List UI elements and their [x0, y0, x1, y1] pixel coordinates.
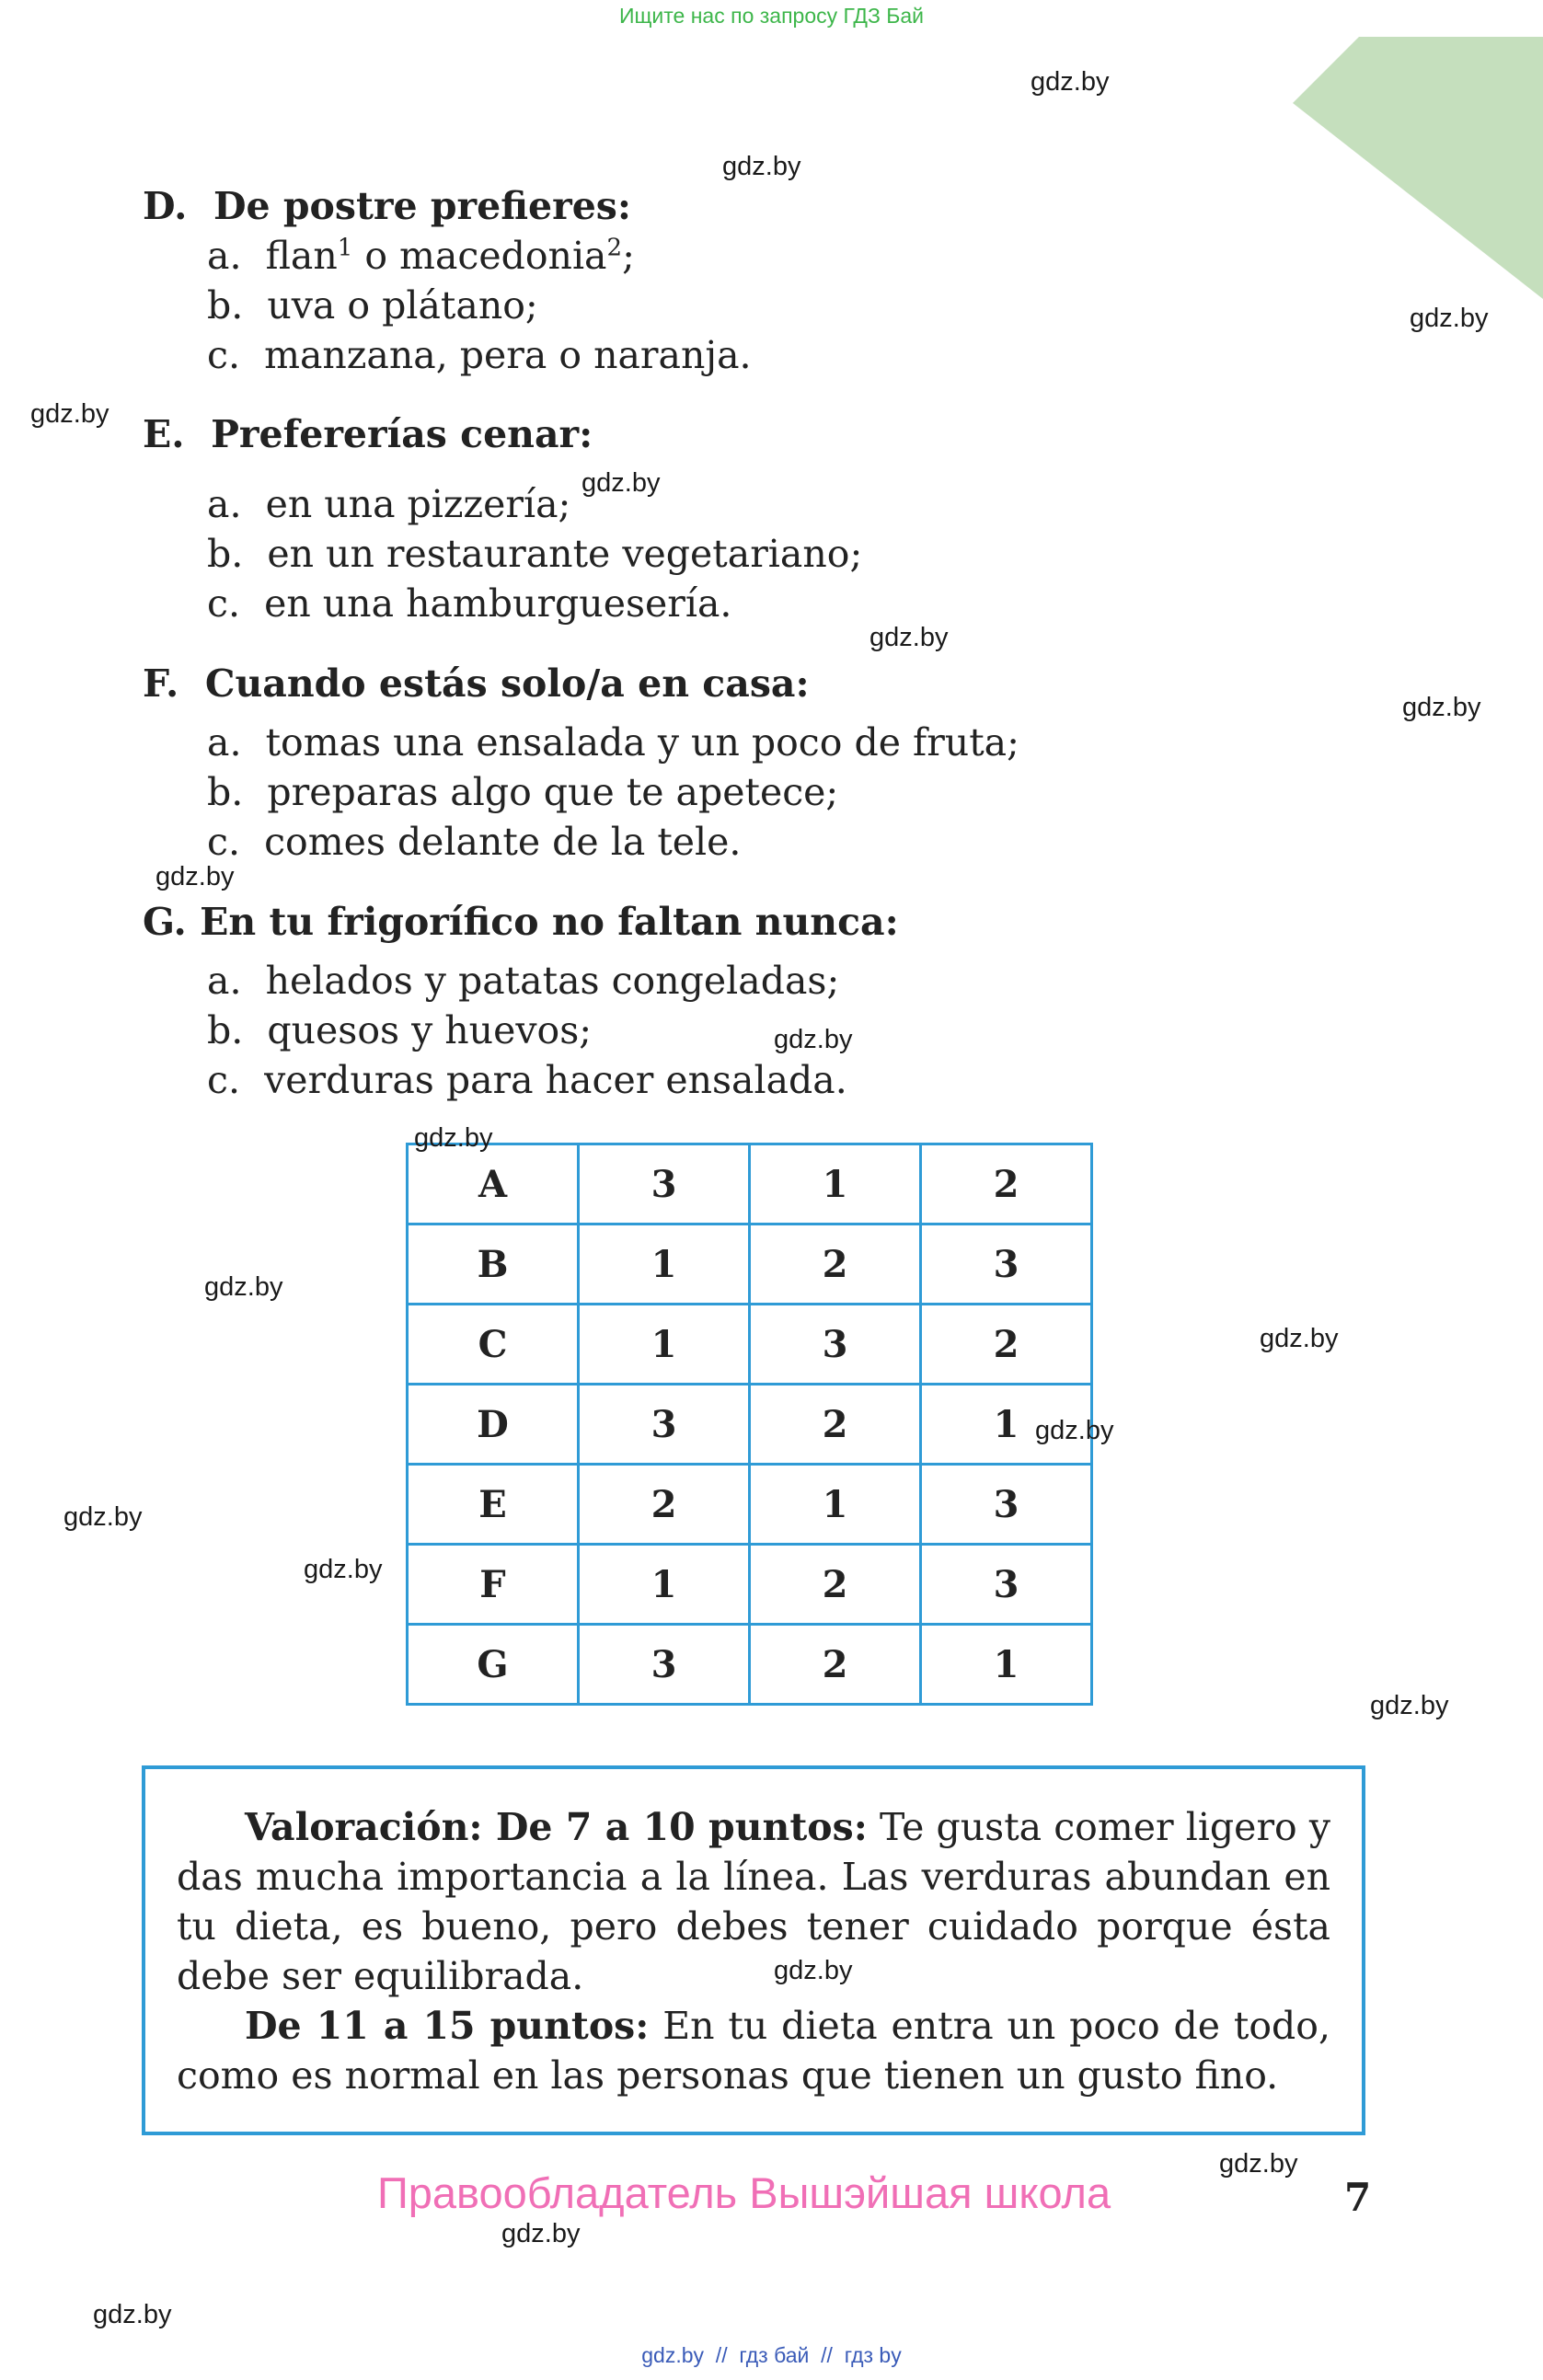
- table-cell: 2: [750, 1625, 921, 1705]
- watermark: gdz.by: [1370, 1691, 1449, 1720]
- watermark: gdz.by: [1219, 2149, 1298, 2179]
- table-cell: E: [408, 1465, 579, 1545]
- question-title: G. En tu frigorífico no faltan nunca:: [143, 900, 899, 944]
- watermark: gdz.by: [582, 468, 661, 498]
- option-item: c. en una hamburguesería.: [207, 581, 732, 626]
- watermark: gdz.by: [1260, 1324, 1339, 1353]
- watermark: gdz.by: [774, 1025, 853, 1054]
- table-cell: 1: [921, 1385, 1092, 1465]
- table-cell: 2: [750, 1224, 921, 1305]
- footer-links[interactable]: gdz.by // гдз бай // гдз by: [641, 2343, 902, 2367]
- question-d: [143, 181, 1339, 380]
- table-row: [408, 1224, 1092, 1305]
- valoracion-box: [142, 1765, 1365, 2135]
- option-item: c. comes delante de la tele.: [207, 820, 742, 864]
- question-g: [143, 897, 1339, 1105]
- watermark: gdz.by: [414, 1123, 493, 1153]
- option-item: a. helados y patatas congeladas;: [207, 959, 840, 1003]
- table-cell: 2: [921, 1305, 1092, 1385]
- table-cell: 1: [579, 1224, 750, 1305]
- option-item: a. tomas una ensalada y un poco de fruta;: [207, 720, 1019, 765]
- watermark: gdz.by: [155, 862, 235, 891]
- table-cell: G: [408, 1625, 579, 1705]
- table-row: [408, 1144, 1092, 1224]
- option-item: a. flan$^1$ o macedonia$^2$;: [207, 234, 635, 278]
- table-cell: 2: [921, 1144, 1092, 1224]
- watermark: gdz.by: [1031, 67, 1110, 97]
- table-cell: 3: [921, 1224, 1092, 1305]
- watermark: gdz.by: [869, 623, 949, 652]
- table-cell: F: [408, 1545, 579, 1625]
- option-item: b. quesos y huevos;: [207, 1008, 593, 1052]
- watermark: gdz.by: [63, 1502, 143, 1532]
- watermark: gdz.by: [93, 2300, 172, 2329]
- table-cell: 3: [921, 1545, 1092, 1625]
- table-cell: 1: [750, 1144, 921, 1224]
- table-row: [408, 1625, 1092, 1705]
- table-cell: 2: [579, 1465, 750, 1545]
- table-cell: 3: [579, 1144, 750, 1224]
- question-f: [143, 659, 1339, 867]
- table-cell: C: [408, 1305, 579, 1385]
- option-item: c. manzana, pera o naranja.: [207, 333, 752, 377]
- valoracion-paragraph: Valoración: De 7 a 10 puntos: Te gusta comer ligero y das mucha importancia a la línea. Las verduras abundan en tu dieta, es bueno, pero debes tener cuidado porque ésta debe ser equilibrada.: [177, 1805, 1330, 1998]
- table-cell: 3: [579, 1385, 750, 1465]
- option-item: b. preparas algo que te apetece;: [207, 770, 839, 814]
- footnote-ref: 2: [606, 234, 623, 262]
- watermark: gdz.by: [722, 152, 801, 181]
- table-cell: 3: [750, 1305, 921, 1385]
- option-item: b. uva o plátano;: [207, 283, 538, 328]
- question-title: D. De postre prefieres:: [143, 184, 632, 228]
- watermark: gdz.by: [304, 1555, 383, 1584]
- footnote-ref: 1: [337, 234, 353, 262]
- table-cell: A: [408, 1144, 579, 1224]
- table-cell: 1: [750, 1465, 921, 1545]
- table-cell: B: [408, 1224, 579, 1305]
- copyright-notice: Правообладатель Вышэйшая школа: [377, 2168, 1111, 2217]
- table-cell: 3: [921, 1465, 1092, 1545]
- watermark: gdz.by: [501, 2219, 581, 2248]
- table-cell: D: [408, 1385, 579, 1465]
- table-row: [408, 1385, 1092, 1465]
- option-item: a. en una pizzería;: [207, 482, 571, 526]
- page-number: 7: [1344, 2175, 1372, 2220]
- table-cell: 1: [579, 1545, 750, 1625]
- watermark: gdz.by: [1402, 693, 1481, 722]
- watermark: gdz.by: [30, 399, 109, 429]
- table-row: [408, 1545, 1092, 1625]
- watermark: gdz.by: [1410, 304, 1489, 333]
- option-item: c. verduras para hacer ensalada.: [207, 1058, 847, 1102]
- option-item: b. en un restaurante vegetariano;: [207, 532, 863, 576]
- table-row: [408, 1305, 1092, 1385]
- table-cell: 2: [750, 1545, 921, 1625]
- table-row: [408, 1465, 1092, 1545]
- question-title: F. Cuando estás solo/a en casa:: [143, 661, 810, 706]
- watermark: gdz.by: [774, 1956, 853, 1985]
- watermark: gdz.by: [1035, 1416, 1114, 1445]
- valoracion-paragraph: De 11 a 15 puntos: En tu dieta entra un poco de todo, como es normal en las personas que tienen un gusto fino.: [177, 2004, 1330, 2098]
- question-e: [143, 409, 1339, 628]
- question-title: E. Prefererías cenar:: [143, 412, 593, 456]
- table-cell: 1: [579, 1305, 750, 1385]
- watermark: gdz.by: [204, 1272, 283, 1302]
- score-table: [406, 1143, 1093, 1706]
- table-cell: 3: [579, 1625, 750, 1705]
- top-banner[interactable]: Ищите нас по запросу ГДЗ Бай: [618, 4, 925, 28]
- table-cell: 2: [750, 1385, 921, 1465]
- table-cell: 1: [921, 1625, 1092, 1705]
